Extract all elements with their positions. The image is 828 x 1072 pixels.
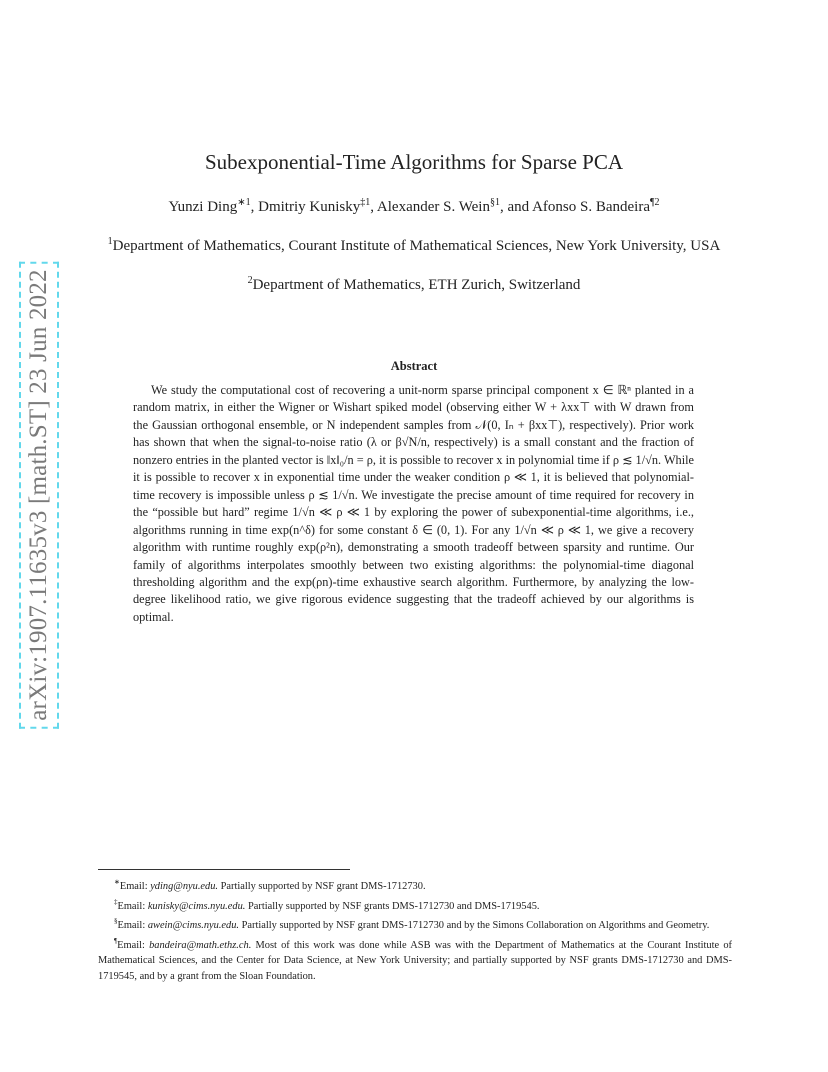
arxiv-stamp-text: arXiv:1907.11635v3 [math.ST] 23 Jun 2022 <box>19 261 59 728</box>
email-address[interactable]: kunisky@cims.nyu.edu. <box>147 900 246 912</box>
email-address[interactable]: awein@cims.nyu.edu. <box>147 920 240 932</box>
arxiv-identifier-stamp <box>17 245 61 745</box>
author: Alexander S. Wein$^{\S 1}$ <box>376 197 500 215</box>
footnote: ∗Email: yding@nyu.edu. Partially supported by NSF grant DMS-1712730. <box>114 878 426 892</box>
author: Yunzi Ding$^{∗1}$ <box>168 197 251 215</box>
abstract-text: We study the computational cost of recovering a unit-norm sparse principal component x ∈ ℝⁿ planted in a random matrix, in either the Wigner or Wishart spiked model (observing either W + λxx⊤ with W drawn from the Gaussian orthogonal ensemble, or N independent samples from 𝒩(0, Iₙ + βxx⊤), respectively). Prior work has shown that when the signal-to-noise ratio (λ or β√N/n, respectively) is a small constant and the fraction of nonzero entries in the planted vector is ‖x‖₀/n = ρ, it is possible to recover x in polynomial time if ρ ≲ 1/√n. While it is possible to recover x in exponential time under the weaker condition ρ ≪ 1, it is believed that polynomial-time recovery is impossible unless ρ ≲ 1/√n. We investigate the precise amount of time required for recovery in the “possible but hard” regime 1/√n ≪ ρ ≪ 1 by exploring the power of subexponential-time algorithms, i.e., algorithms running in time exp(n^δ) for some constant δ ∈ (0, 1). For any 1/√n ≪ ρ ≪ 1, we give a recovery algorithm with runtime roughly exp(ρ²n), demonstrating a smooth tradeoff between sparsity and runtime. Our family of algorithms interpolates smoothly between two existing algorithms: the polynomial-time diagonal thresholding algorithm and the exp(ρn)-time exhaustive search algorithm. Furthermore, by analyzing the low-degree likelihood ratio, we give rigorous evidence suggesting that the tradeoff achieved by our algorithms is optimal. <box>133 383 694 624</box>
footnotes <box>98 875 732 985</box>
abstract-heading: Abstract <box>390 359 438 373</box>
author: Afonso S. Bandeira$^{\P 2}$ <box>532 197 660 215</box>
affiliation: $^2$Department of Mathematics, ETH Zurich, Switzerland <box>247 275 581 293</box>
affiliation: $^1$Department of Mathematics, Courant Institute of Mathematical Sciences, New York University, USA <box>107 236 721 254</box>
footnote: ¶Email: bandeira@math.ethz.ch. Most of this work was done while ASB was with the Department of Mathematics at the Courant Institute of Mathematical Sciences, and the Center for Data Science, at New York University; and partially supported by NSF grants DMS-1712730 and DMS-1719545, and by a grant from the Sloan Foundation. <box>98 936 732 982</box>
author: Dmitriy Kunisky$^{\ddagger 1}$ <box>258 197 371 215</box>
email-address[interactable]: yding@nyu.edu. <box>150 881 219 892</box>
paper-title: Subexponential-Time Algorithms for Sparse PCA <box>204 150 624 174</box>
author-list: Yunzi Ding$^{∗1}$, Dmitriy Kunisky$^{\ddagger 1}$, Alexander S. Wein$^{\S 1}$, and Afonso S. Bandeira$^{\P 2}$ <box>168 197 660 215</box>
footnote: ‡Email: kunisky@cims.nyu.edu. Partially supported by NSF grants DMS-1712730 and DMS-1719545. <box>114 897 540 912</box>
footnote-divider <box>98 869 350 870</box>
footnote: §Email: awein@cims.nyu.edu. Partially supported by NSF grant DMS-1712730 and by the Simons Collaboration on Algorithms and Geometry. <box>114 917 710 932</box>
email-address[interactable]: bandeira@math.ethz.ch. <box>149 939 252 951</box>
